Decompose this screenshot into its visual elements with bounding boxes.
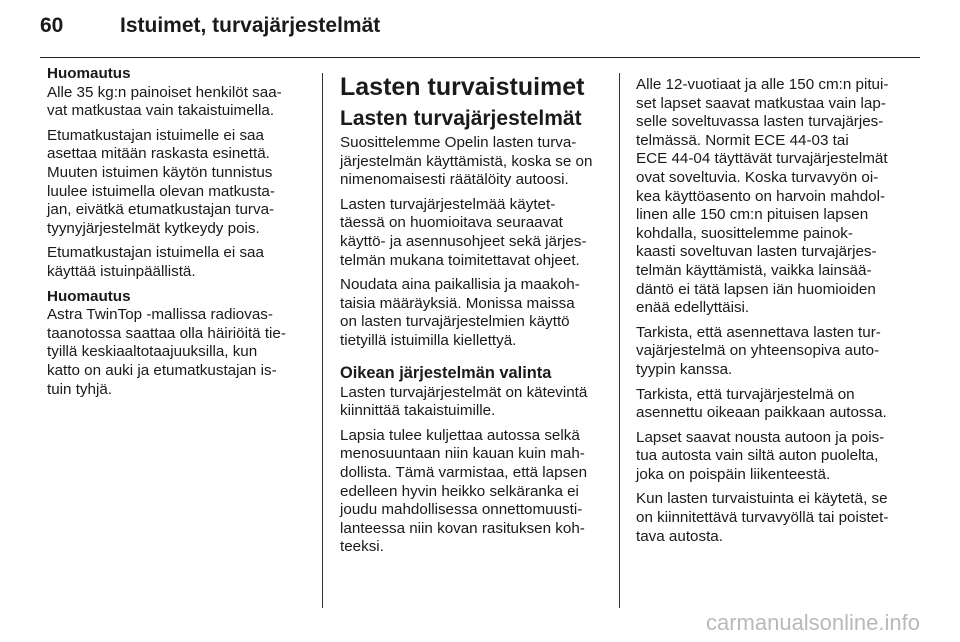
text-line: tyillä keskiaaltotaajuuksilla, kun: [47, 343, 258, 361]
paragraph: [340, 134, 606, 190]
text-line: kea käyttöasento on harvoin mahdol-: [636, 187, 886, 205]
paragraph: [340, 427, 606, 557]
column-3: [636, 76, 902, 552]
text-line: Lasten turvajärjestelmät on kätevintä: [340, 383, 588, 401]
text-line: joudu mahdollisessa onnettomuusti-: [340, 501, 583, 519]
column-2: [340, 72, 606, 563]
paragraph: [47, 127, 309, 239]
watermark: carmanualsonline.info: [705, 610, 920, 635]
subsection-heading: Lasten turvajärjestelmät: [340, 107, 582, 130]
text-line: telmän mukana toimitettavat ohjeet.: [340, 251, 580, 269]
text-line: ECE 44-04 täyttävät turvajärjestelmät: [636, 150, 888, 168]
text-line: asennettu oikeaan paikkaan autossa.: [636, 404, 887, 422]
text-line: käyttää istuinpäällistä.: [47, 262, 196, 280]
note-2-title: Huomautus: [47, 287, 131, 305]
note-1: [47, 65, 309, 121]
text-line: Tarkista, että turvajärjestelmä on: [636, 385, 855, 403]
text-line: Etumatkustajan istuimelle ei saa: [47, 126, 264, 144]
text-line: Muuten istuimen käytön tunnistus: [47, 163, 273, 181]
text-line: Alle 35 kg:n painoiset henkilöt saa-: [47, 83, 282, 101]
column-divider-1: [322, 73, 323, 608]
note-2-body: [47, 306, 309, 399]
text-line: taanotossa saattaa olla häiriöitä tie-: [47, 324, 286, 342]
text-line: Astra TwinTop -mallissa radiovas-: [47, 306, 273, 324]
text-line: kohdalla, suosittelemme painok-: [636, 224, 853, 242]
text-line: set lapset saavat matkustaa vain lap-: [636, 94, 886, 112]
paragraph: [636, 76, 902, 318]
text-line: nimenomaisesti räätälöity autoosi.: [340, 171, 569, 189]
text-line: vat matkustaa vain takaistuimella.: [47, 102, 275, 120]
paragraph: [636, 490, 902, 546]
text-line: dollista. Tämä varmistaa, että lapsen: [340, 463, 588, 481]
text-line: on lasten turvajärjestelmien käyttö: [340, 313, 570, 331]
text-line: kaasti soveltuvan lasten turvajärjes-: [636, 243, 877, 261]
page-header: [0, 0, 960, 62]
text-line: katto on auki ja etumatkustajan is-: [47, 361, 277, 379]
text-line: Tarkista, että asennettava lasten tur-: [636, 323, 881, 341]
text-line: teeksi.: [340, 538, 384, 556]
text-line: telmän käyttämistä, vaikka lainsää-: [636, 261, 872, 279]
text-line: Lapset saavat nousta autoon ja pois-: [636, 428, 885, 446]
paragraph: [636, 324, 902, 380]
paragraph: [340, 196, 606, 270]
text-line: Kun lasten turvaistuinta ei käytetä, se: [636, 490, 888, 508]
text-line: tua autosta vain siltä auton puolelta,: [636, 447, 879, 465]
text-line: lanteessa niin kovan rasituksen koh-: [340, 519, 585, 537]
text-line: täessä on huomioitava seuraavat: [340, 214, 563, 232]
text-line: on kiinnitettävä turvavyöllä tai poistet-: [636, 509, 889, 527]
text-line: järjestelmän käyttämistä, koska se on: [340, 152, 593, 170]
text-line: asettaa mitään raskasta esinettä.: [47, 145, 270, 163]
text-line: tyynyjärjestelmät kytkeydy pois.: [47, 219, 260, 237]
text-line: tyypin kanssa.: [636, 360, 733, 378]
text-line: Suosittelemme Opelin lasten turva-: [340, 134, 577, 151]
text-line: kiinnittää takaistuimille.: [340, 402, 496, 420]
text-line: Alle 12-vuotiaat ja alle 150 cm:n pitui-: [636, 76, 889, 93]
column-divider-2: [619, 73, 620, 608]
note-2: [47, 288, 309, 400]
text-line: selle soveltuvassa lasten turvajärjes-: [636, 113, 884, 131]
page-number: 60: [40, 14, 64, 37]
text-line: Lasten turvajärjestelmää käytet-: [340, 195, 556, 213]
text-line: enää edellyttäisi.: [636, 299, 750, 317]
column-1: [47, 65, 309, 405]
subsubsection-heading: Oikean järjestelmän valinta: [340, 363, 552, 382]
text-line: tietyillä istuimilla kiellettyä.: [340, 331, 517, 349]
note-1-title: Huomautus: [47, 65, 131, 82]
text-line: linen alle 150 cm:n pituisen lapsen: [636, 206, 869, 224]
text-line: vajärjestelmä on yhteensopiva auto-: [636, 342, 880, 360]
text-line: edelleen hyvin heikko selkäranka ei: [340, 482, 579, 500]
section-heading: Lasten turvaistuimet: [340, 73, 585, 101]
note-1-body: [47, 84, 309, 121]
paragraph: [340, 276, 606, 350]
text-line: jan, eivätkä etumatkustajan turva-: [47, 201, 275, 219]
text-line: luulee istuimella olevan matkusta-: [47, 182, 275, 200]
text-line: tuin tyhjä.: [47, 380, 113, 398]
paragraph: [636, 429, 902, 485]
header-rule: [40, 57, 920, 58]
text-line: telmässä. Normit ECE 44-03 tai: [636, 131, 849, 149]
text-line: Etumatkustajan istuimella ei saa: [47, 244, 264, 262]
text-line: taisia määräyksiä. Monissa maissa: [340, 294, 575, 312]
text-line: däntö ei tätä lapsen iän huomioiden: [636, 280, 876, 298]
paragraph: [340, 384, 606, 421]
text-line: joka on poispäin liikenteestä.: [636, 465, 831, 483]
text-line: Lapsia tulee kuljettaa autossa selkä: [340, 426, 580, 444]
text-line: ovat soveltuvia. Koska turvavyön oi-: [636, 168, 879, 186]
text-line: Noudata aina paikallisia ja maakoh-: [340, 276, 580, 294]
paragraph: [636, 386, 902, 423]
text-line: käyttö- ja asennusohjeet sekä järjes-: [340, 232, 587, 250]
text-line: menosuuntaan niin kauan kuin mah-: [340, 445, 585, 463]
paragraph: [47, 244, 309, 281]
text-line: tava autosta.: [636, 527, 723, 545]
page-title: Istuimet, turvajärjestelmät: [120, 14, 381, 37]
